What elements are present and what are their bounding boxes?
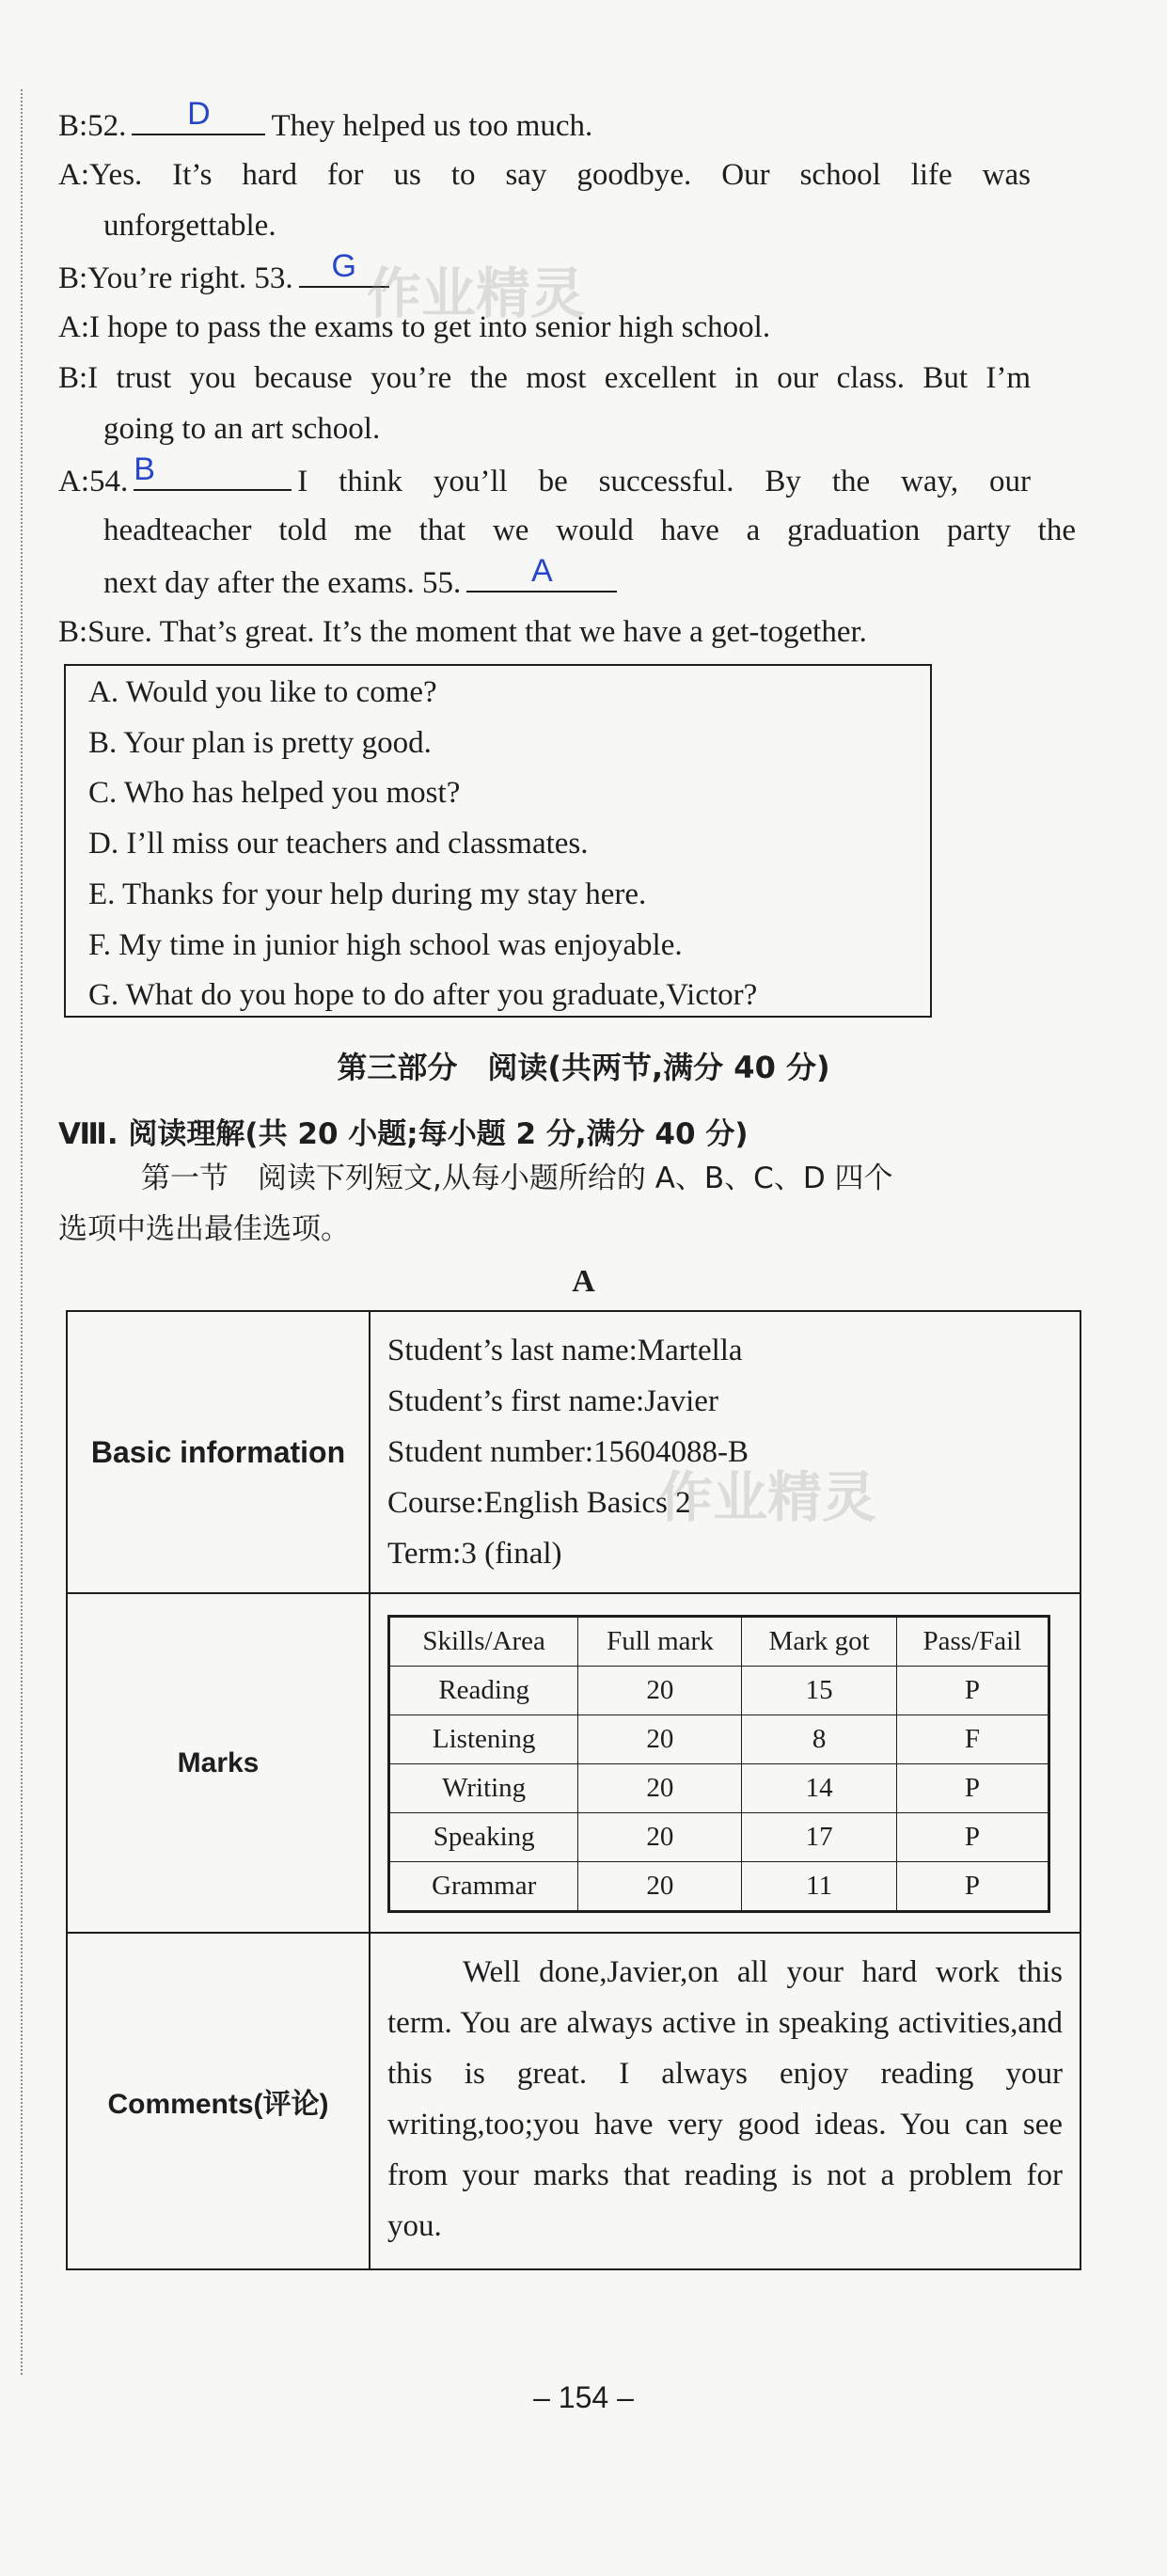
table-row — [389, 1862, 1049, 1912]
pass-fail-cell: F — [896, 1715, 1049, 1764]
skill-cell: Reading — [389, 1667, 578, 1715]
table-row — [389, 1667, 1049, 1715]
table-row — [389, 1715, 1049, 1764]
margin-dotted-line — [21, 89, 23, 2375]
basic-info-content — [370, 1311, 1080, 1593]
dialogue-text: unforgettable. — [103, 209, 276, 243]
pass-fail-cell: P — [896, 1667, 1049, 1715]
option-e: E. Thanks for your help during my stay here. — [88, 877, 647, 911]
student-number-line: Student number:15604088-B — [387, 1435, 749, 1469]
dialogue-text: headteacher told me that we would have a graduation party the — [103, 514, 1076, 547]
marks-row — [67, 1593, 1080, 1933]
dialogue-line — [103, 512, 1076, 549]
marks-label: Marks — [67, 1593, 370, 1933]
dialogue-line-55 — [103, 553, 623, 602]
passage-label: A — [572, 1264, 595, 1299]
page-number: – 154 – — [533, 2380, 634, 2414]
answer-54: B — [134, 451, 155, 487]
speaker: B — [58, 615, 80, 649]
answer-55: A — [530, 553, 553, 589]
instruction-line-1: 第一节 阅读下列短文,从每小题所给的 A、B、C、D 四个 — [141, 1162, 893, 1195]
answer-52: D — [187, 96, 211, 132]
watermark: 作业精灵 — [367, 261, 586, 325]
speaker: B — [58, 109, 80, 143]
last-name-line: Student’s last name:Martella — [387, 1334, 743, 1367]
first-name-line: Student’s first name:Javier — [387, 1384, 718, 1418]
table-row — [389, 1813, 1049, 1862]
dialogue-line-52 — [58, 96, 593, 145]
pass-fail-cell: P — [896, 1813, 1049, 1862]
course-line: Course:English Basics 2 — [387, 1486, 691, 1520]
option-b: B. Your plan is pretty good. — [88, 726, 432, 760]
full-mark-cell: 20 — [578, 1715, 742, 1764]
mark-got-cell: 17 — [742, 1813, 896, 1862]
full-mark-cell: 20 — [578, 1862, 742, 1912]
instruction-line-2: 选项中选出最佳选项。 — [58, 1212, 350, 1246]
basic-info-label: Basic information — [67, 1311, 370, 1593]
report-table — [66, 1310, 1081, 2270]
dialogue-text: They helped us too much. — [271, 109, 593, 143]
marks-header-row — [389, 1617, 1049, 1667]
comments-label: Comments(评论) — [67, 1933, 370, 2269]
speaker: B — [58, 261, 80, 295]
mark-got-cell: 11 — [742, 1862, 896, 1912]
blank-number: :54. — [80, 465, 129, 498]
options-box — [64, 664, 932, 1018]
dialogue-text: :Yes. It’s hard for us to say goodbye. Our school life was — [80, 158, 1031, 192]
mark-got-cell: 8 — [742, 1715, 896, 1764]
watermark: 作业精灵 — [658, 1465, 877, 1529]
section-title: 第三部分 阅读(共两节,满分 40 分) — [337, 1050, 830, 1085]
blank-number: next day after the exams. 55. — [103, 566, 462, 600]
speaker: A — [58, 310, 81, 344]
full-mark-cell: 20 — [578, 1813, 742, 1862]
dialogue-line-53 — [58, 248, 395, 297]
header-pass-fail: Pass/Fail — [896, 1617, 1049, 1667]
mark-got-cell: 15 — [742, 1667, 896, 1715]
header-skills: Skills/Area — [389, 1617, 578, 1667]
dialogue-text: :I hope to pass the exams to get into senior high school. — [80, 310, 771, 344]
comments-content — [370, 1933, 1080, 2269]
answer-53: G — [331, 248, 356, 284]
pass-fail-cell: P — [896, 1764, 1049, 1813]
table-row — [389, 1764, 1049, 1813]
subsection-title: Ⅷ. 阅读理解(共 20 小题;每小题 2 分,满分 40 分) — [58, 1117, 749, 1151]
answer-blank-52[interactable] — [132, 96, 265, 135]
marks-content — [370, 1593, 1080, 1933]
answer-blank-54[interactable] — [134, 451, 292, 491]
answer-blank-55[interactable] — [466, 553, 617, 593]
option-c: C. Who has helped you most? — [88, 776, 461, 810]
comments-row — [67, 1933, 1080, 2269]
skill-cell: Writing — [389, 1764, 578, 1813]
header-mark-got: Mark got — [742, 1617, 896, 1667]
option-d: D. I’ll miss our teachers and classmates. — [88, 827, 589, 861]
speaker: A — [58, 158, 81, 192]
mark-got-cell: 14 — [742, 1764, 896, 1813]
comments-text: Well done,Javier,on all your hard work this term. You are always active in speaking activities,and this is great. I always enjoy reading your writing,too;you have very good ideas. You can see from your marks that reading is not a problem for you. — [387, 1955, 1063, 2243]
term-line: Term:3 (final) — [387, 1537, 562, 1571]
dialogue-text: going to an art school. — [103, 412, 381, 446]
marks-table — [387, 1615, 1050, 1913]
dialogue-line — [58, 359, 1031, 397]
full-mark-cell: 20 — [578, 1667, 742, 1715]
option-f: F. My time in junior high school was enjoyable. — [88, 928, 683, 962]
basic-info-row — [67, 1311, 1080, 1593]
skill-cell: Listening — [389, 1715, 578, 1764]
header-full-mark: Full mark — [578, 1617, 742, 1667]
full-mark-cell: 20 — [578, 1764, 742, 1813]
dialogue-text: I think you’ll be successful. By the way, our — [297, 465, 1031, 498]
blank-number: :52. — [79, 109, 127, 143]
dialogue-text: :I trust you because you’re the most excellent in our class. But I’m — [79, 361, 1031, 395]
speaker: A — [58, 465, 81, 498]
dialogue-line — [103, 207, 276, 245]
pass-fail-cell: P — [896, 1862, 1049, 1912]
dialogue-line — [103, 410, 380, 448]
dialogue-line — [58, 156, 1031, 194]
speaker: B — [58, 361, 80, 395]
option-g: G. What do you hope to do after you graduate,Victor? — [88, 978, 758, 1012]
dialogue-line-54 — [58, 451, 1031, 500]
blank-number: :You’re right. 53. — [79, 261, 293, 295]
dialogue-text: :Sure. That’s great. It’s the moment that we have a get-together. — [79, 615, 867, 649]
skill-cell: Speaking — [389, 1813, 578, 1862]
skill-cell: Grammar — [389, 1862, 578, 1912]
dialogue-line — [58, 613, 867, 651]
option-a: A. Would you like to come? — [88, 675, 437, 709]
